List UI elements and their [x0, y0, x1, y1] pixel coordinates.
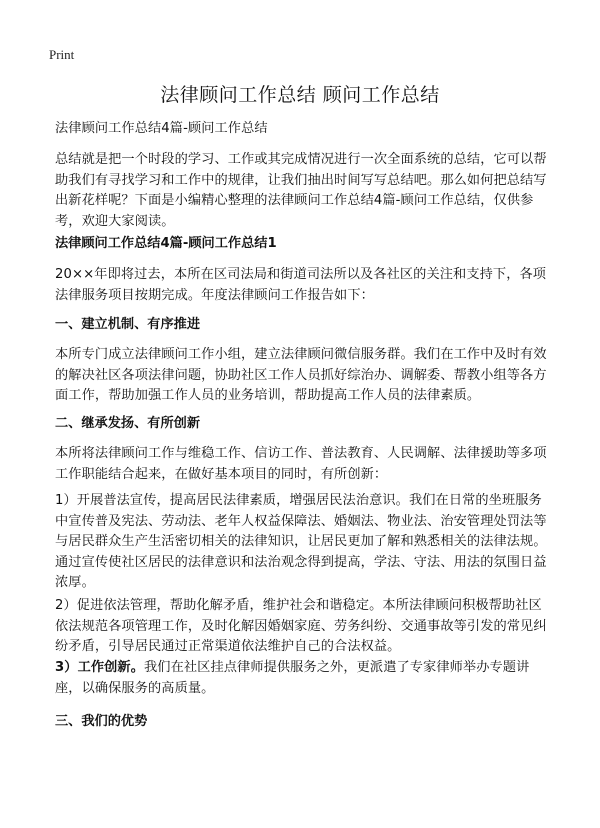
part2-heading: 二、继承发扬、有所创新 [55, 416, 201, 431]
part2-item-3-lead: 3）工作创新。 [55, 660, 145, 675]
part2-paragraph: 本所将法律顾问工作与维稳工作、信访工作、普法教育、人民调解、法律援助等多项工作职能结合起来，在做好基本项目的同时，有所创新： [55, 446, 547, 482]
page-title: 法律顾问工作总结 顾问工作总结 [160, 84, 440, 106]
part3-heading: 三、我们的优势 [55, 714, 148, 729]
section-paragraph: 20××年即将过去，本所在区司法局和街道司法所以及各社区的关注和支持下，各项法律服务项目按期完成。年度法律顾问工作报告如下： [55, 267, 547, 303]
subtitle: 法律顾问工作总结4篇-顾问工作总结 [55, 121, 268, 136]
print-link[interactable]: Print [49, 47, 75, 62]
intro-paragraph: 总结就是把一个时段的学习、工作或其完成情况进行一次全面系统的总结，它可以帮助我们有寻找学习和工作中的规律，让我们抽出时间写写总结吧。那么如何把总结写出新花样呢？下面是小编精心整理的法律顾问工作总结4篇-顾问工作总结，仅供参考，欢迎大家阅读。 [55, 152, 547, 229]
part1-paragraph: 本所专门成立法律顾问工作小组，建立法律顾问微信服务群。我们在工作中及时有效的解决社区各项法律问题，协助社区工作人员抓好综治办、调解委、帮教小组等各方面工作，帮助加强工作人员的业务培训，帮助提高工作人员的法律素质。 [55, 347, 547, 403]
part2-item-3 [55, 658, 555, 699]
part1-heading: 一、建立机制、有序推进 [55, 317, 201, 332]
part2-item-2: 2）促进依法管理，帮助化解矛盾，维护社会和谐稳定。本所法律顾问积极帮助社区依法规范各项管理工作，及时化解因婚姻家庭、劳务纠纷、交通事故等引发的常见纠纷矛盾，引导居民通过正常渠道依法维护自己的合法权益。 [55, 598, 547, 654]
part2-item-1: 1）开展普法宣传，提高居民法律素质，增强居民法治意识。我们在日常的坐班服务中宣传普及宪法、劳动法、老年人权益保障法、婚姻法、物业法、治安管理处罚法等与居民群众生产生活密切相关的法律知识，让居民更加了解和熟悉相关的法律法规。通过宣传使社区居民的法律意识和法治观念得到提高，学法、守法、用法的氛围日益浓厚。 [55, 493, 547, 590]
section-heading: 法律顾问工作总结4篇-顾问工作总结1 [55, 236, 277, 251]
part2-item-3-text: 我们在社区挂点律师提供服务之外，更派遣了专家律师举办专题讲座，以确保服务的高质量。 [55, 660, 530, 696]
